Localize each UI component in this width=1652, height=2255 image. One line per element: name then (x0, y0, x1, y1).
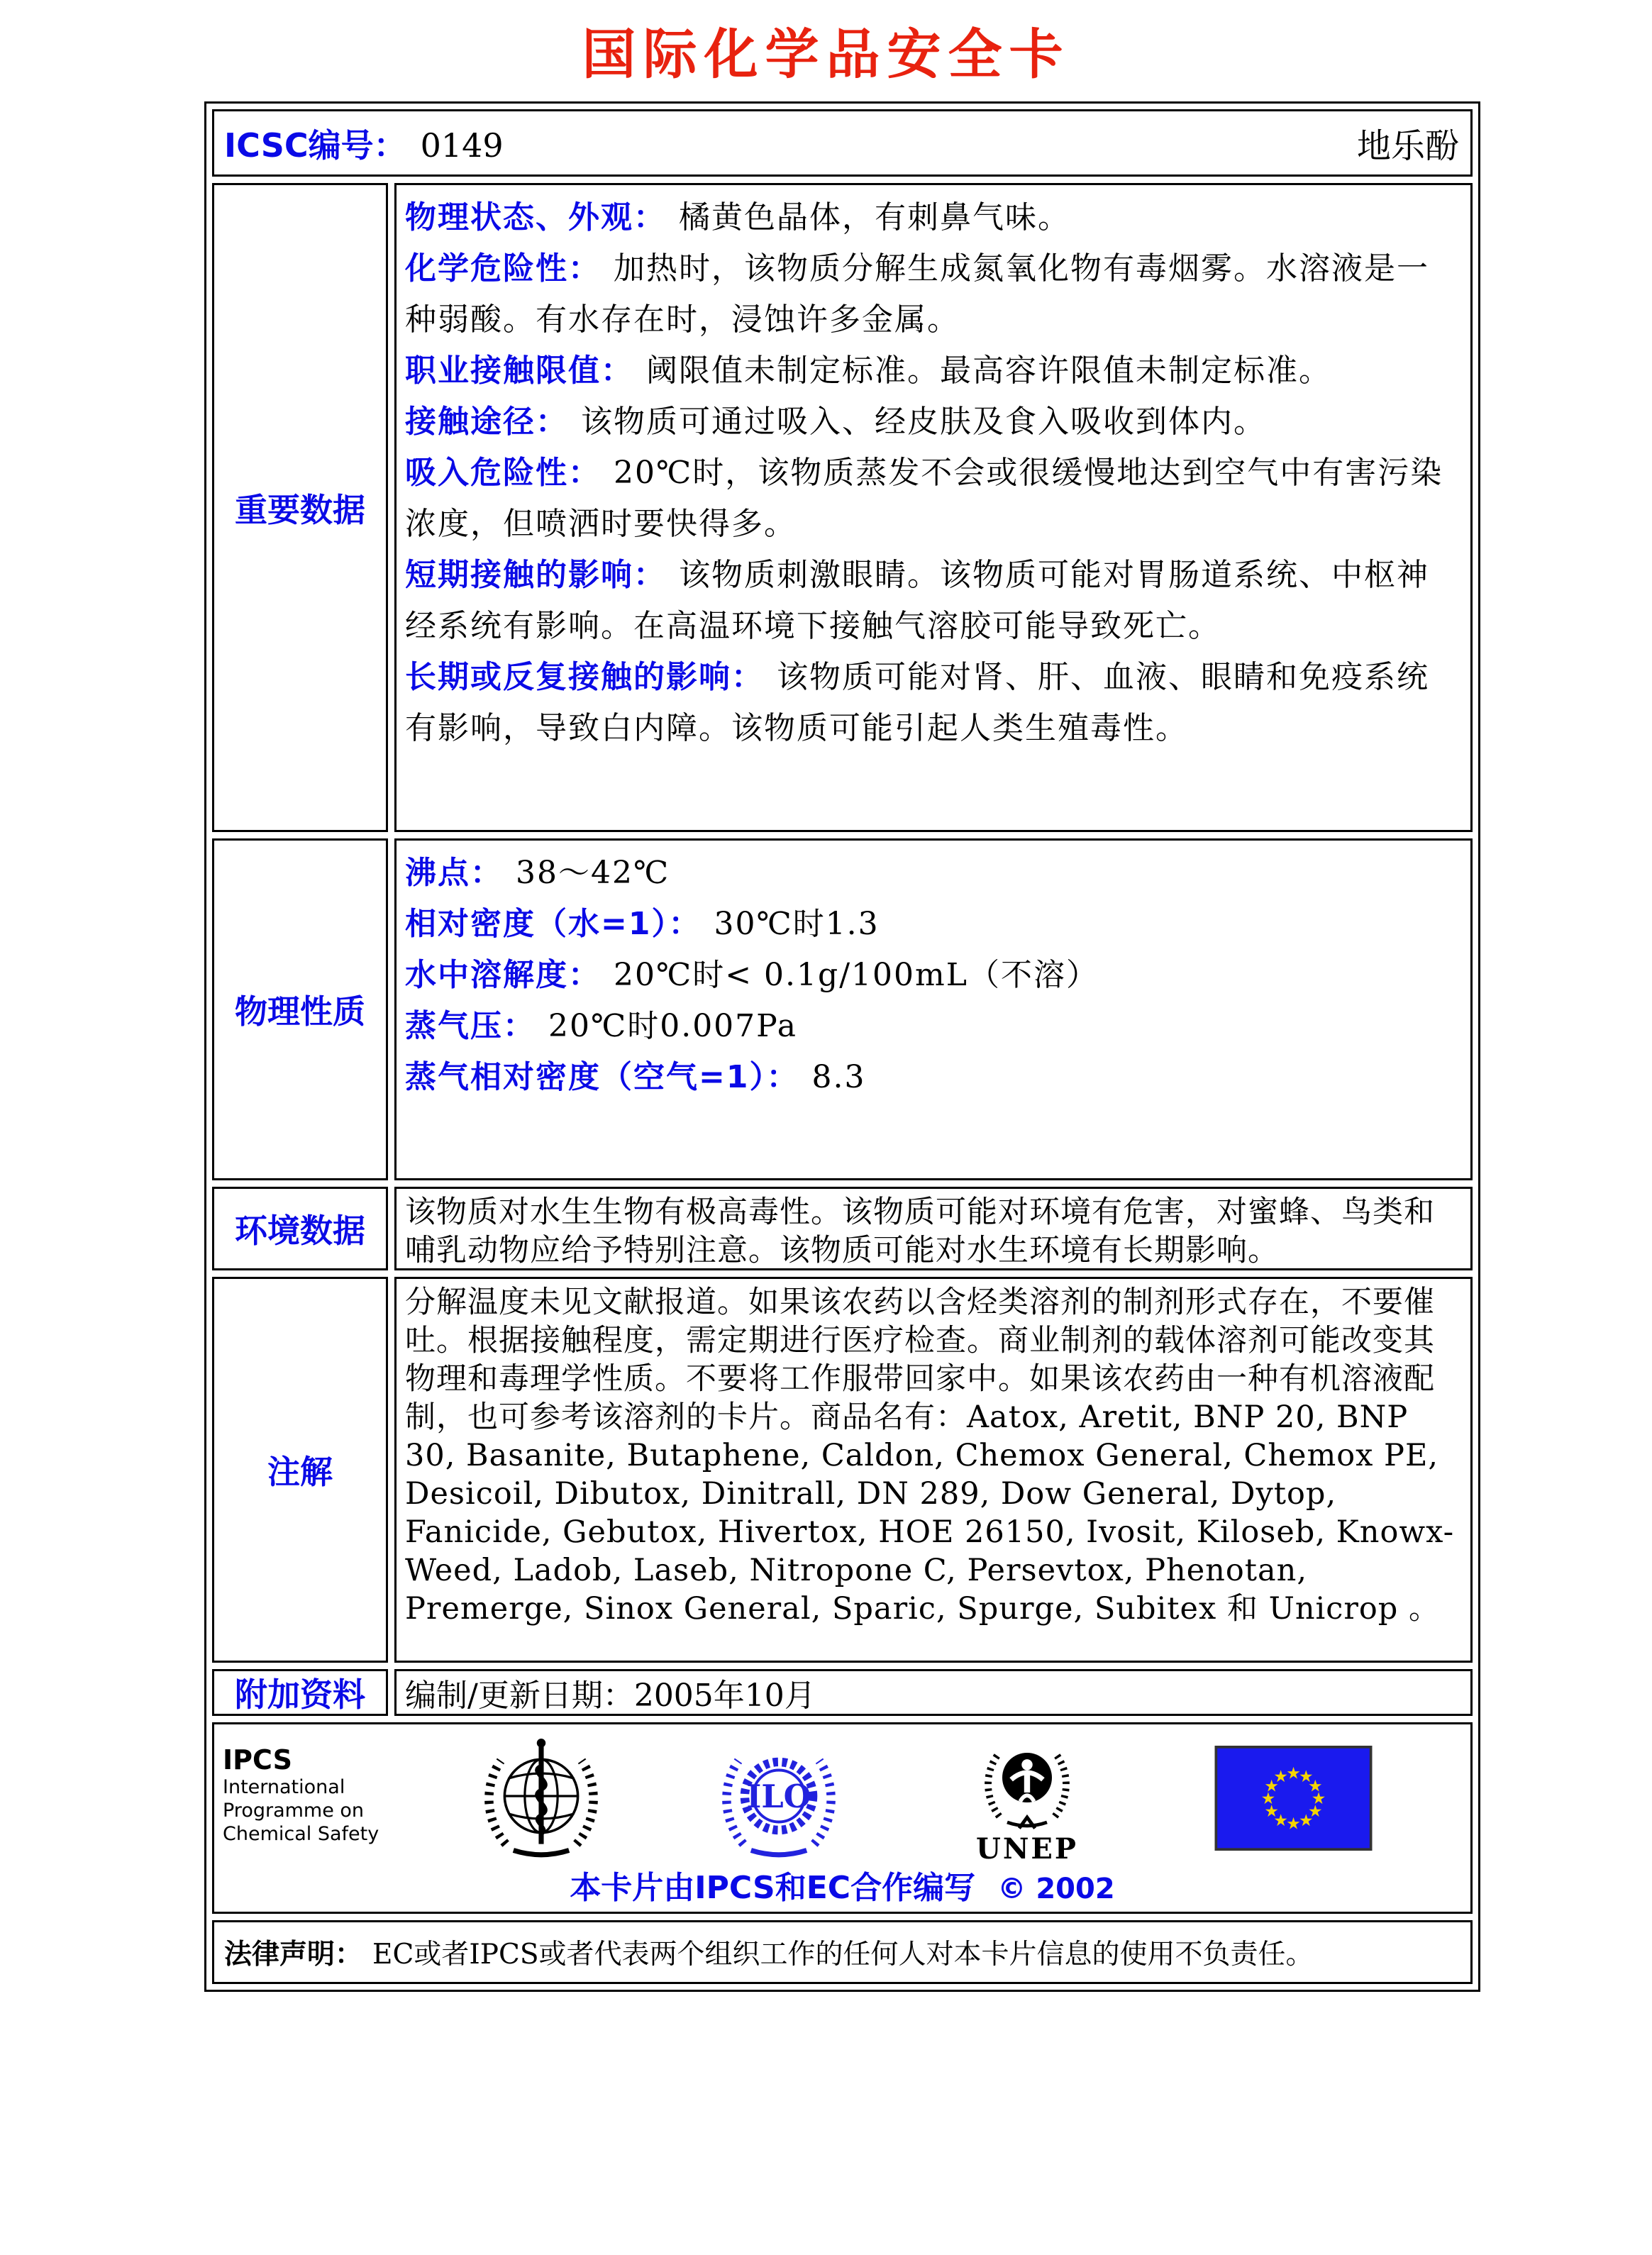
legal-cell (212, 1920, 1473, 1984)
eu-flag-icon (1214, 1746, 1373, 1851)
field-value: 20℃时0.007Pa (548, 1008, 798, 1044)
row-label-physical-properties: 物理性质 (212, 838, 388, 1180)
physical-property-item (405, 899, 1455, 950)
additional-info-content (394, 1669, 1473, 1716)
field-label: 沸点： (405, 855, 503, 891)
important-data-item (405, 448, 1455, 550)
legal-label: 法律声明： (224, 1939, 363, 1971)
field-value: 20℃时< 0.1g/100mL（不溶） (614, 957, 1099, 993)
notes-content (394, 1277, 1473, 1663)
field-value: 38～42℃ (516, 855, 670, 891)
who-icon (474, 1733, 609, 1859)
svg-text:★: ★ (1307, 1802, 1323, 1821)
icsc-number-value: 0149 (420, 126, 504, 165)
svg-text:★: ★ (1273, 1812, 1289, 1831)
chemical-name: 地乐酚 (1356, 126, 1459, 166)
copyright-text: © 2002 (997, 1873, 1115, 1905)
field-label: 长期或反复接触的影响： (405, 659, 764, 695)
field-value: 加热时，该物质分解生成氮氧化物有毒烟雾。水溶液是一种弱酸。有水存在时，浸蚀许多金属。 (405, 250, 1429, 338)
ilo-letters: ILO (746, 1778, 811, 1816)
important-data-item (405, 192, 1455, 243)
svg-text:★: ★ (1286, 1814, 1301, 1834)
ipcs-line: Programme on (223, 1800, 365, 1822)
legal-text: EC或者IPCS或者代表两个组织工作的任何人对本卡片信息的使用不负责任。 (372, 1939, 1314, 1971)
important-data-item (405, 243, 1455, 345)
footer-caption (214, 1862, 1470, 1907)
row-label-environmental-data: 环境数据 (212, 1187, 388, 1270)
field-label: 化学危险性： (405, 250, 601, 287)
svg-text:★: ★ (1264, 1777, 1280, 1796)
update-date-text: 编制/更新日期：2005年10月 (405, 1678, 816, 1714)
physical-property-item (405, 1052, 1455, 1103)
ipcs-text-block (223, 1744, 379, 1846)
svg-text:★: ★ (1273, 1768, 1289, 1787)
additional-info-row (212, 1669, 1473, 1716)
logos-row (212, 1722, 1473, 1914)
svg-text:★: ★ (1307, 1777, 1323, 1796)
important-data-row (212, 183, 1473, 832)
field-label: 短期接触的影响： (405, 557, 666, 593)
svg-text:★: ★ (1298, 1812, 1314, 1831)
field-label: 蒸气压： (405, 1008, 536, 1044)
logos-cell (212, 1722, 1473, 1914)
field-value: 30℃时1.3 (714, 906, 880, 942)
field-value: 该物质可通过吸入、经皮肤及食入吸收到体内。 (581, 404, 1266, 440)
field-value: 阈限值未制定标准。最高容许限值未制定标准。 (646, 353, 1331, 389)
row-label-important-data: 重要数据 (212, 183, 388, 832)
field-value: 8.3 (811, 1059, 866, 1095)
important-data-item (405, 652, 1455, 754)
field-value: 该物质刺激眼睛。该物质可能对胃肠道系统、中枢神经系统有影响。在高温环境下接触气溶胶可能导致死亡。 (405, 557, 1429, 644)
svg-text:★: ★ (1260, 1790, 1276, 1809)
header-cell (212, 109, 1473, 177)
safety-card-table (204, 101, 1480, 1992)
field-value: 该物质可能对肾、肝、血液、眼睛和免疫系统有影响，导致白内障。该物质可能引起人类生殖毒性。 (405, 659, 1429, 746)
header-row (212, 109, 1473, 177)
row-label-additional-info: 附加资料 (212, 1669, 388, 1716)
icsc-number-group (224, 120, 504, 167)
ipcs-line: Chemical Safety (223, 1823, 379, 1845)
physical-property-item (405, 848, 1455, 899)
physical-property-item (405, 1001, 1455, 1052)
svg-text:★: ★ (1298, 1768, 1314, 1787)
field-value: 橘黄色晶体，有刺鼻气味。 (679, 199, 1070, 236)
field-label: 职业接触限值： (405, 353, 633, 389)
field-label: 相对密度（水=1）： (405, 906, 702, 942)
field-value: 20℃时，该物质蒸发不会或很缓慢地达到空气中有害污染浓度，但喷洒时要快得多。 (405, 455, 1443, 542)
important-data-item (405, 550, 1455, 652)
physical-properties-row (212, 838, 1473, 1180)
svg-text:★: ★ (1286, 1764, 1301, 1783)
notes-row (212, 1277, 1473, 1663)
svg-text:★: ★ (1311, 1790, 1326, 1809)
svg-text:★: ★ (1264, 1802, 1280, 1821)
unep-icon (970, 1733, 1084, 1832)
page-title: 国际化学品安全卡 (582, 23, 1070, 86)
environmental-data-row (212, 1187, 1473, 1270)
physical-property-item (405, 950, 1455, 1001)
ilo-icon (711, 1733, 846, 1859)
unep-logo (960, 1733, 1094, 1865)
physical-properties-content (394, 838, 1473, 1180)
ipcs-abbr: IPCS (223, 1744, 292, 1775)
field-label: 接触途径： (405, 404, 568, 440)
important-data-content (394, 183, 1473, 832)
important-data-item (405, 397, 1455, 448)
unep-wordmark: UNEP (975, 1832, 1078, 1866)
icsc-number-label: ICSC编号： (224, 126, 406, 165)
field-label: 水中溶解度： (405, 957, 601, 993)
important-data-item (405, 345, 1455, 397)
environmental-data-content (394, 1187, 1473, 1270)
notes-text: 分解温度未见文献报道。如果该农药以含烃类溶剂的制剂形式存在，不要催吐。根据接触程度，需定期进行医疗检查。商业制剂的载体溶剂可能改变其物理和毒理学性质。不要将工作服带回家中。如果该农药由一种有机溶液配制，也可参考该溶剂的卡片。商品名有：Aatox, Aretit, BNP 20, BNP 30, Basanite, Butaphene, Caldon, Chemox General, Chemox PE, Desicoil, Dibutox, Dinitrall, DN 289, Dow General, Dytop, Fanicide, Gebutox, Hivertox, HOE 26150, Ivosit, Kiloseb, Knowx-Weed, Ladob, Laseb, Nitropone C, Persevtox, Phenotan, Premerge, Sinox General, Sparic, Spurge, Subitex 和 Unicrop 。 (405, 1285, 1455, 1627)
field-label: 蒸气相对密度（空气=1）： (405, 1059, 799, 1095)
ipcs-line: International (223, 1776, 345, 1798)
environmental-data-text: 该物质对水生生物有极高毒性。该物质可能对环境有危害，对蜜蜂、鸟类和哺乳动物应给予特别注意。该物质可能对水生环境有长期影响。 (405, 1195, 1435, 1268)
field-label: 物理状态、外观： (405, 199, 666, 236)
row-label-notes: 注解 (212, 1277, 388, 1663)
legal-row (212, 1920, 1473, 1984)
caption-text: 本卡片由IPCS和EC合作编写 (570, 1870, 976, 1906)
field-label: 吸入危险性： (405, 455, 601, 491)
